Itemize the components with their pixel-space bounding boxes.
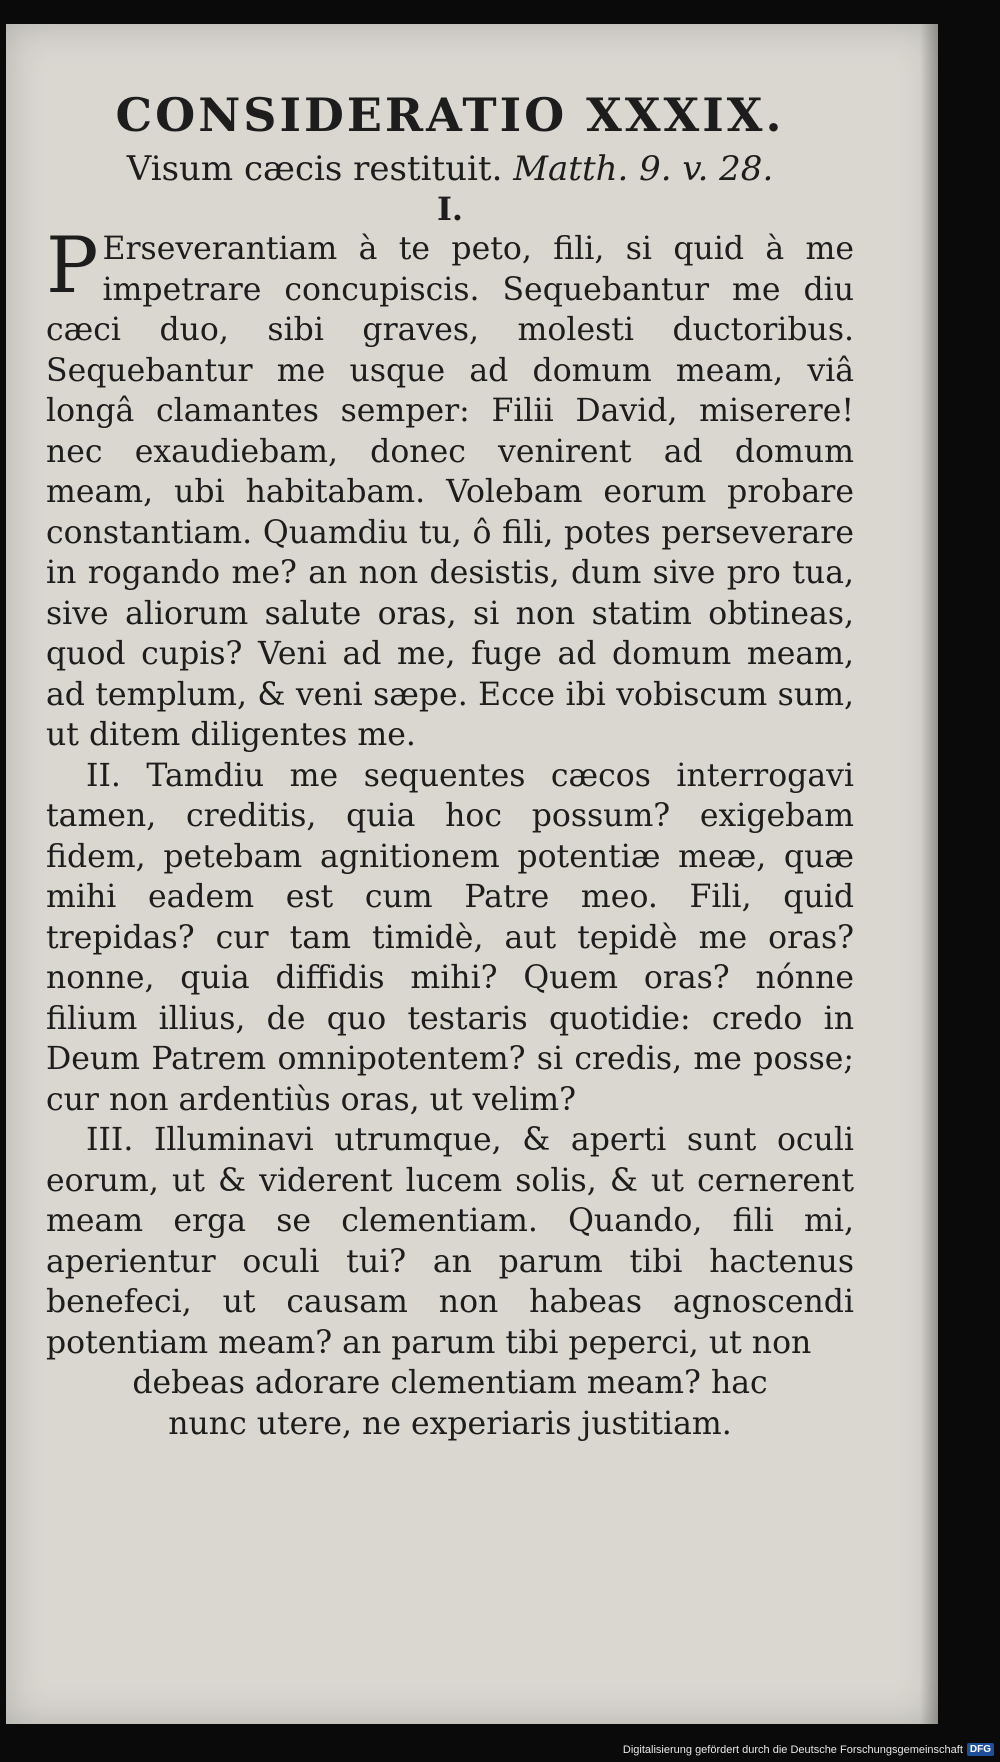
page-edge-shadow bbox=[920, 24, 938, 1724]
section-number: I. bbox=[436, 189, 464, 228]
closing-line-1: debeas adorare clementiam meam? hac bbox=[132, 1365, 768, 1402]
closing-line-2: nunc utere, ne experiaris justitiam. bbox=[168, 1405, 732, 1442]
paragraph-2: II. Tamdiu me sequentes cæcos interrogavi tamen, creditis, quia hoc possum? exigebam fidem, petebam agnitionem potentiæ meæ, quæ mihi eadem est cum Patre meo. Fili, quid trepidas? cur tam timidè, aut tepidè me oras? nonne, quia diffidis mihi? Quem oras? nónne filium illius, de quo testaris quotidie: credo in Deum Patrem omnipotentem? si credis, me posse; cur non ardentiùs oras, ut velim? bbox=[46, 757, 854, 1118]
book-page bbox=[6, 24, 938, 1724]
page-text bbox=[46, 88, 854, 1444]
paragraph-3: III. Illuminavi utrumque, & aperti sunt oculi eorum, ut & viderent lucem solis, & ut cernerent meam erga se clementiam. Quando, fili mi, aperientur oculi tui? an parum tibi hactenus benefeci, ut causam non habeas agnoscendi potentiam meam? an parum tibi peperci, ut non bbox=[46, 1122, 854, 1361]
dfg-logo: DFG bbox=[967, 1743, 994, 1756]
subheading-text: Visum cæcis restituit. bbox=[126, 149, 503, 190]
drop-cap: P bbox=[46, 221, 99, 312]
paragraph-1-text: Erseverantiam à te peto, fili, si quid à me impetrare concupiscis. Sequebantur me diu cæci duo, sibi graves, molesti ductoribus. Sequebantur me usque ad domum meam, viâ longâ clamantes semper: Filii David, miserere! nec exaudiebam, donec venirent ad domum meam, ubi habitabam. Volebam eorum probare constantiam. Quamdiu tu, ô fili, potes perseverare in rogando me? an non desistis, dum sive pro tua, sive aliorum salute oras, si non statim obtineas, quod cupis? Veni ad me, fuge ad domum meam, ad templum, & veni sæpe. Ecce ibi vobiscum sum, ut ditem diligentes me. bbox=[46, 231, 854, 754]
digitization-credit bbox=[623, 1743, 994, 1756]
scripture-reference: Matth. 9. v. 28. bbox=[513, 149, 774, 190]
paragraph-1 bbox=[46, 221, 854, 756]
page-heading: CONSIDERATIO XXXIX. bbox=[115, 88, 785, 142]
page-subheading bbox=[46, 149, 854, 190]
credit-text: Digitalisierung gefördert durch die Deutsche Forschungsgemeinschaft bbox=[622, 1743, 963, 1756]
